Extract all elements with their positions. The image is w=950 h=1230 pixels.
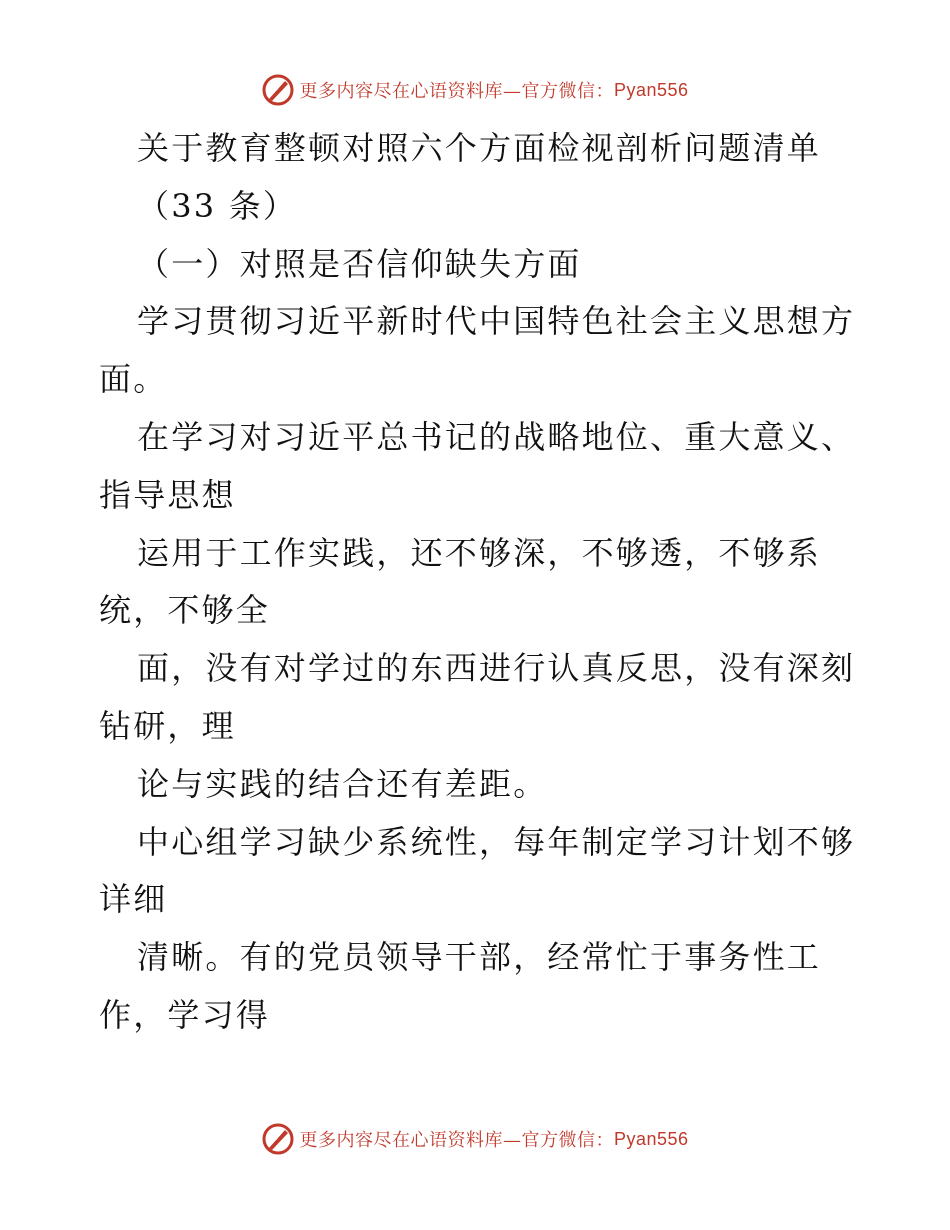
section-heading: （一）对照是否信仰缺失方面	[137, 244, 582, 283]
doc-title: 关于教育整顿对照六个方面检视剖析问题清单	[137, 129, 822, 167]
paragraph-line: 面，没有对学过的东西进行认真反思，没有深刻	[137, 649, 856, 688]
watermark-text: 更多内容尽在心语资料库—官方微信：	[299, 1130, 614, 1151]
watermark-wechat-id: Pyan556	[613, 79, 689, 100]
pen-logo-icon	[261, 1122, 295, 1156]
pen-logo-icon	[261, 73, 295, 107]
paragraph-line: 统，不够全	[99, 591, 271, 630]
paragraph-line: 钻研，理	[99, 706, 236, 745]
paragraph-line: 论与实践的结合还有差距。	[137, 764, 548, 803]
paragraph-line: 面。	[99, 360, 168, 399]
paragraph-line: 指导思想	[99, 475, 236, 514]
doc-subtitle: （33 条）	[137, 186, 298, 225]
document-body	[99, 120, 859, 1045]
paragraph-line: 学习贯彻习近平新时代中国特色社会主义思想方	[137, 302, 856, 341]
paragraph-line: 清晰。有的党员领导干部，经常忙于事务性工	[137, 938, 822, 977]
watermark-wechat-id: Pyan556	[613, 1128, 689, 1149]
paragraph-line: 在学习对习近平总书记的战略地位、重大意义、	[137, 417, 856, 456]
watermark-text: 更多内容尽在心语资料库—官方微信：	[299, 81, 614, 102]
paragraph-line: 运用于工作实践，还不够深，不够透，不够系	[137, 533, 822, 572]
paragraph-line: 详细	[99, 880, 168, 919]
paragraph-line: 作，学习得	[99, 995, 271, 1034]
watermark-footer	[0, 1122, 950, 1156]
watermark-header	[0, 73, 950, 107]
paragraph-line: 中心组学习缺少系统性，每年制定学习计划不够	[137, 822, 856, 861]
